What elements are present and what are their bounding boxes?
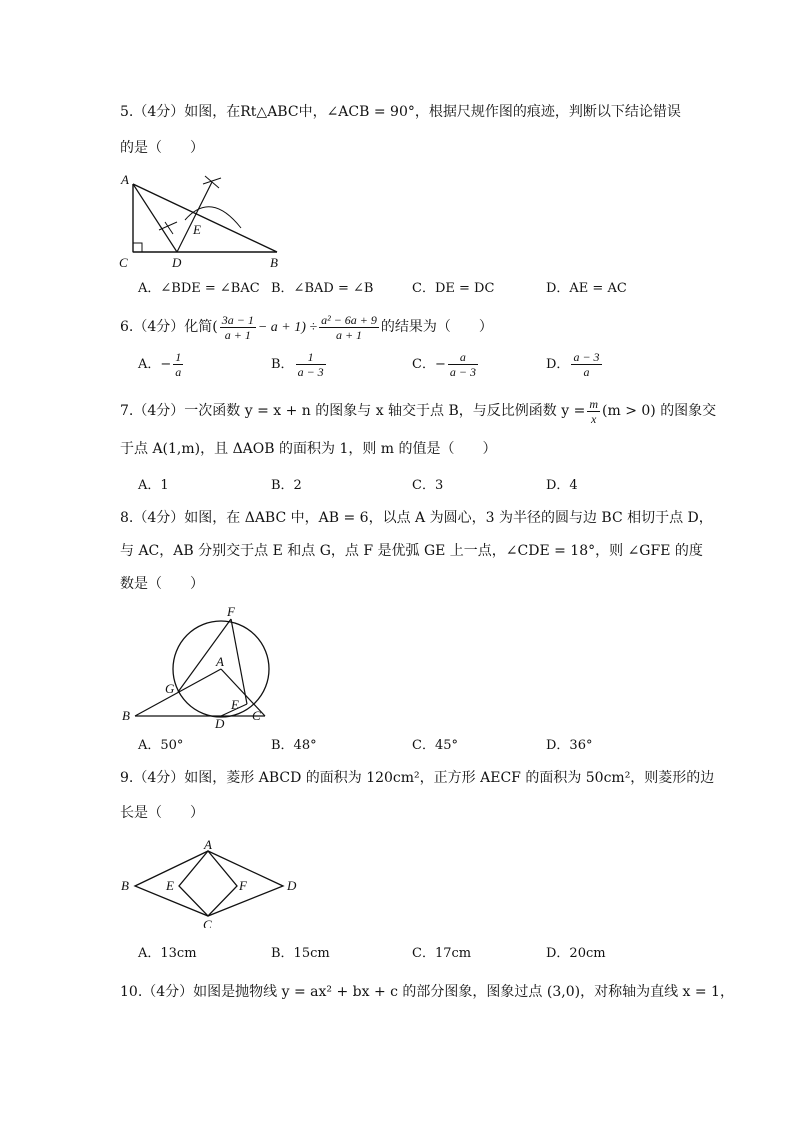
q9-label-d: D [287, 878, 297, 893]
q8-label-d: D [215, 716, 225, 731]
q6-option-b[interactable] [271, 350, 328, 380]
q9-label-a: A [204, 838, 212, 852]
q5-option-a[interactable]: A．∠BDE = ∠BAC [138, 281, 260, 296]
q6-option-d[interactable] [546, 350, 604, 380]
q7-option-a[interactable]: A．1 [138, 478, 169, 493]
q6-stem-mid: − a + 1) ÷ [257, 320, 318, 335]
q7-frac [587, 397, 600, 426]
q8-option-d[interactable]: D．36° [546, 738, 593, 753]
q6-option-a-num: 1 [175, 350, 182, 364]
q9-option-d[interactable]: D．20cm [546, 946, 606, 961]
q9-stem-line2: 长是（ ） [120, 805, 204, 821]
q6-option-c-num: a [448, 350, 478, 365]
q5-option-c[interactable]: C．DE = DC [412, 281, 495, 296]
q8-option-c[interactable]: C．45° [412, 738, 458, 753]
q6-option-a-frac [173, 350, 183, 379]
q9-stem-line1: 9.（4分）如图，菱形 ABCD 的面积为 120cm²，正方形 AECF 的面积为 50cm²，则菱形的边 [120, 770, 715, 786]
q5-stem-line2: 的是（ ） [120, 140, 204, 156]
q9-option-b[interactable]: B．15cm [271, 946, 330, 961]
q8-label-c: C [252, 708, 261, 723]
q6-option-d-label: D． [546, 357, 570, 372]
q8-label-a: A [216, 654, 224, 669]
q9-label-f: F [239, 878, 247, 893]
q6-stem-prefix: 6.（4分）化简( [120, 319, 218, 335]
q6-option-b-num: 1 [296, 350, 326, 365]
q6-stem [120, 312, 493, 343]
q6-option-b-frac [296, 350, 326, 379]
q6-option-b-label: B． [271, 357, 294, 372]
q6-option-d-frac [571, 350, 601, 379]
q7-option-d[interactable]: D．4 [546, 478, 578, 493]
q6-option-a-den: a [175, 365, 182, 379]
q6-option-c[interactable] [412, 350, 480, 380]
q7-frac-num: m [589, 396, 598, 411]
q9-option-c[interactable]: C．17cm [412, 946, 472, 961]
q6-stem-suffix: 的结果为（ ） [380, 319, 493, 335]
q7-stem1-a: 7.（4分）一次函数 y = x + n 的图象与 x 轴交于点 B，与反比例函数 y = [120, 403, 586, 419]
q5-label-b: B [270, 255, 278, 270]
q8-figure [115, 606, 285, 731]
q6-option-d-den: a [583, 365, 590, 379]
q7-option-b[interactable]: B．2 [271, 478, 302, 493]
q5-option-d[interactable]: D．AE = AC [546, 281, 627, 296]
q5-figure [115, 170, 295, 275]
q9-label-b: B [121, 878, 129, 893]
q5-label-c: C [119, 255, 128, 270]
q6-frac1 [220, 313, 256, 342]
q8-label-e: E [231, 697, 239, 712]
q7-stem-line1 [120, 396, 716, 426]
q9-label-c: C [203, 917, 212, 928]
q6-option-a[interactable] [138, 350, 185, 380]
q8-label-b: B [122, 708, 130, 723]
q6-option-b-den: a − 3 [297, 365, 324, 379]
q10-stem-line1: 10.（4分）如图是抛物线 y = ax² + bx + c 的部分图象，图象过点 (3,0)，对称轴为直线 x = 1， [120, 984, 734, 1000]
q5-label-e: E [193, 222, 201, 237]
q6-frac2-num: a² − 6a + 9 [321, 312, 377, 327]
q8-label-f: F [227, 606, 235, 619]
q9-label-e: E [166, 878, 174, 893]
q6-option-c-frac [448, 350, 478, 379]
q9-option-a[interactable]: A．13cm [138, 946, 197, 961]
q5-stem-line1: 5.（4分）如图，在Rt△ABC中，∠ACB = 90°，根据尺规作图的痕迹，判断以下结论错误 [120, 104, 681, 120]
q7-stem1-b: (m > 0) 的图象交 [602, 403, 717, 419]
q5-label-a: A [121, 172, 129, 187]
q7-option-c[interactable]: C．3 [412, 478, 444, 493]
q8-stem-line1: 8.（4分）如图，在 ΔABC 中，AB = 6，以点 A 为圆心，3 为半径的圆与边 BC 相切于点 D， [120, 510, 713, 526]
q6-option-c-label: C．− [412, 357, 446, 372]
q6-option-d-num: a − 3 [573, 350, 600, 364]
q9-figure [115, 838, 300, 928]
q7-stem-line2: 于点 A(1,m)，且 ΔAOB 的面积为 1，则 m 的值是（ ） [120, 441, 497, 457]
q6-option-a-label: A．− [138, 357, 172, 372]
q6-option-c-den: a − 3 [449, 365, 476, 379]
q6-frac2 [319, 313, 379, 342]
q8-stem-line3: 数是（ ） [120, 576, 204, 592]
q5-label-d: D [172, 255, 182, 270]
q8-label-g: G [165, 681, 175, 696]
q6-frac2-den: a + 1 [335, 327, 363, 342]
q8-stem-line2: 与 AC，AB 分别交于点 E 和点 G，点 F 是优弧 GE 上一点，∠CDE = 18°，则 ∠GFE 的度 [120, 543, 703, 559]
q8-option-a[interactable]: A．50° [138, 738, 184, 753]
q6-frac1-den: a + 1 [224, 327, 251, 342]
q6-frac1-num: 3a − 1 [221, 312, 254, 327]
q7-frac-den: x [591, 411, 597, 426]
q8-option-b[interactable]: B．48° [271, 738, 317, 753]
q5-option-b[interactable]: B．∠BAD = ∠B [271, 281, 374, 296]
